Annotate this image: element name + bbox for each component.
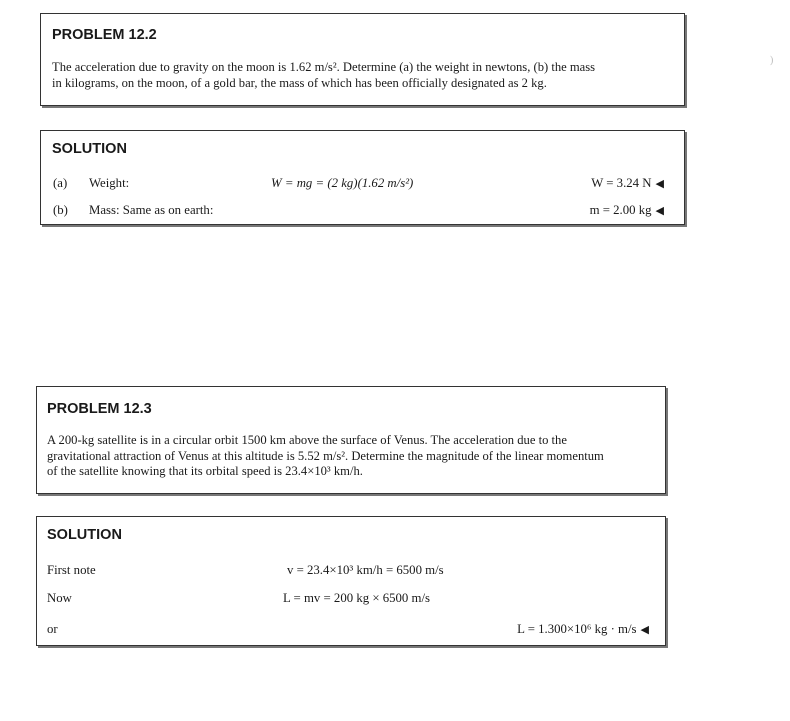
solution-12-2-a-result <box>591 176 664 191</box>
solution-12-3-row-1-desc: First note <box>47 563 96 577</box>
problem-12-2-box <box>40 13 685 106</box>
solution-12-2-b-result <box>590 203 664 218</box>
solution-12-2-a-equation: W = mg = (2 kg)(1.62 m/s²) <box>271 176 414 190</box>
solution-12-2-b-desc: Mass: Same as on earth: <box>89 203 214 217</box>
solution-12-2-a-result-text: W = 3.24 N <box>591 176 652 190</box>
problem-12-3-line-3: of the satellite knowing that its orbital speed is 23.4×10³ km/h. <box>47 464 363 478</box>
result-arrow-icon: ◀ <box>655 178 664 190</box>
solution-12-2-b-result-text: m = 2.00 kg <box>589 203 652 217</box>
solution-12-2-a-label: (a) <box>53 176 68 190</box>
solution-12-3-row-2-desc: Now <box>47 591 72 605</box>
problem-12-2-text <box>52 60 670 91</box>
solution-12-2-title: SOLUTION <box>52 141 127 157</box>
result-arrow-icon: ◀ <box>655 205 664 217</box>
solution-12-3-row-3-result <box>517 622 649 637</box>
solution-12-3-row-1-equation: v = 23.4×10³ km/h = 6500 m/s <box>287 563 444 577</box>
scan-speck-mark: ) <box>770 55 774 66</box>
problem-12-3-line-2: gravitational attraction of Venus at this altitude is 5.52 m/s². Determine the magnitude of the linear momentum <box>47 448 604 463</box>
problem-12-3-title: PROBLEM 12.3 <box>47 401 152 417</box>
solution-12-3-title: SOLUTION <box>47 527 122 543</box>
problem-12-2-line-1: The acceleration due to gravity on the moon is 1.62 m/s². Determine (a) the weight in newtons, (b) the mass <box>52 60 596 74</box>
solution-12-2-a-desc: Weight: <box>89 176 130 190</box>
solution-12-3-row-3-result-text: L = 1.300×10⁶ kg · m/s <box>517 622 637 636</box>
problem-12-2-title: PROBLEM 12.2 <box>52 27 157 43</box>
problem-12-3-line-1: A 200-kg satellite is in a circular orbit 1500 km above the surface of Venus. The acceleration due to the <box>47 433 567 447</box>
solution-12-3-row-2-equation: L = mv = 200 kg × 6500 m/s <box>283 591 431 605</box>
solution-12-3-box <box>36 516 666 646</box>
solution-12-3-row-3-desc: or <box>47 622 58 636</box>
result-arrow-icon: ◀ <box>640 624 649 636</box>
problem-12-3-text <box>47 433 655 480</box>
problem-12-3-box <box>36 386 666 494</box>
problem-12-2-line-2: in kilograms, on the moon, of a gold bar, the mass of which has been officially designated as 2 kg. <box>52 75 547 90</box>
solution-12-2-box <box>40 130 685 225</box>
solution-12-2-b-label: (b) <box>53 203 68 217</box>
